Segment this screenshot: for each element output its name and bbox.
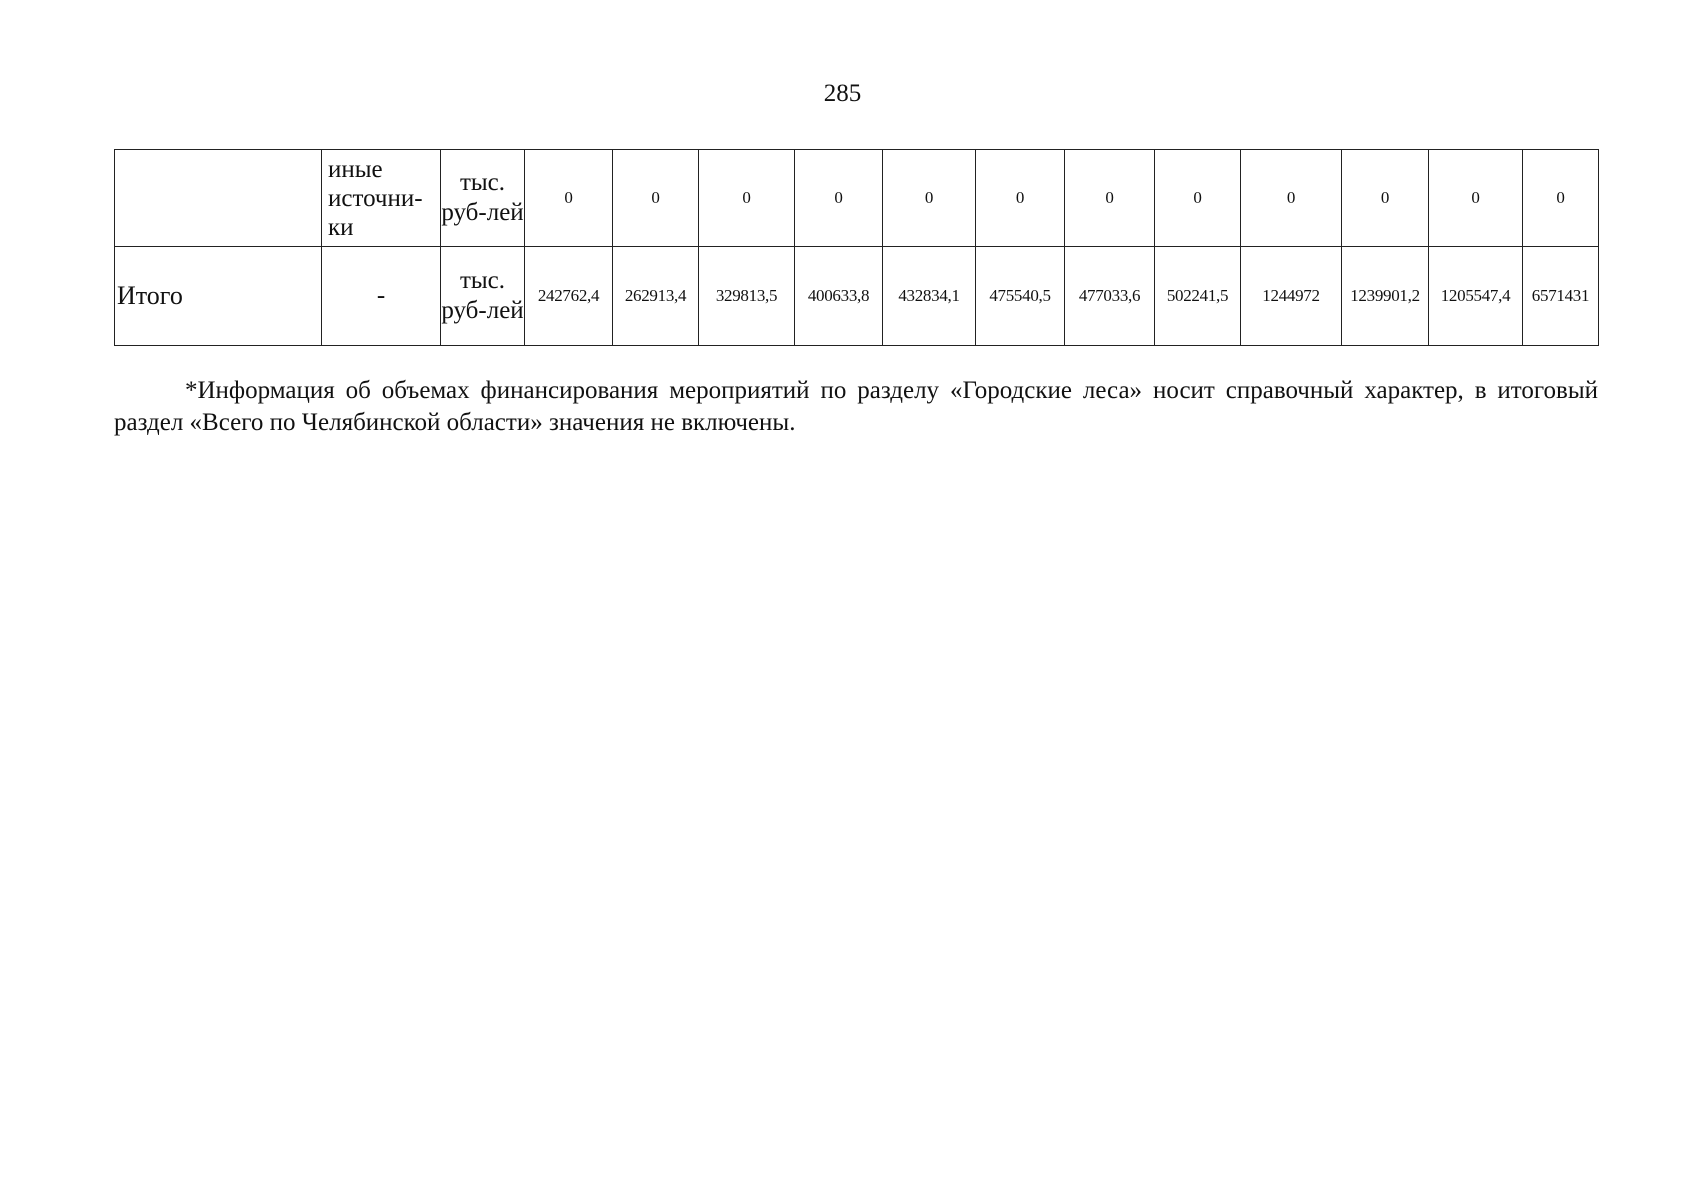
value-cell: 1244972	[1241, 247, 1342, 346]
value-cell: 1239901,2	[1342, 247, 1429, 346]
value-cell: 242762,4	[525, 247, 613, 346]
value-cell: 475540,5	[976, 247, 1065, 346]
value-cell: 1205547,4	[1429, 247, 1523, 346]
value-cell: 0	[883, 150, 976, 247]
row-label-cell: Итого	[115, 247, 322, 346]
value-cell: 0	[1429, 150, 1523, 247]
value-cell: 6571431	[1523, 247, 1599, 346]
value-cell: 262913,4	[613, 247, 699, 346]
row-label-cell	[115, 150, 322, 247]
table-row-other-sources	[115, 150, 1599, 247]
value-cell: 400633,8	[795, 247, 883, 346]
table-row-total	[115, 247, 1599, 346]
page-number: 285	[823, 80, 862, 107]
value-cell: 502241,5	[1155, 247, 1241, 346]
value-cell: 477033,6	[1065, 247, 1155, 346]
unit-cell: тыс. руб-лей	[441, 247, 525, 346]
value-cell: 329813,5	[699, 247, 795, 346]
value-cell: 0	[1241, 150, 1342, 247]
footnote: *Информация об объемах финансирования мероприятий по разделу «Городские леса» носит справочный характер, в итоговый раздел «Всего по Челябинской области» значения не включены.	[114, 377, 1598, 436]
source-cell: иные источни-ки	[322, 150, 441, 247]
value-cell: 0	[613, 150, 699, 247]
value-cell: 0	[525, 150, 613, 247]
value-cell: 0	[1342, 150, 1429, 247]
value-cell: 0	[1523, 150, 1599, 247]
value-cell: 0	[1065, 150, 1155, 247]
financing-table	[114, 149, 1599, 346]
value-cell: 432834,1	[883, 247, 976, 346]
value-cell: 0	[795, 150, 883, 247]
unit-cell: тыс. руб-лей	[441, 150, 525, 247]
value-cell: 0	[976, 150, 1065, 247]
source-cell: -	[322, 247, 441, 346]
value-cell: 0	[1155, 150, 1241, 247]
value-cell: 0	[699, 150, 795, 247]
